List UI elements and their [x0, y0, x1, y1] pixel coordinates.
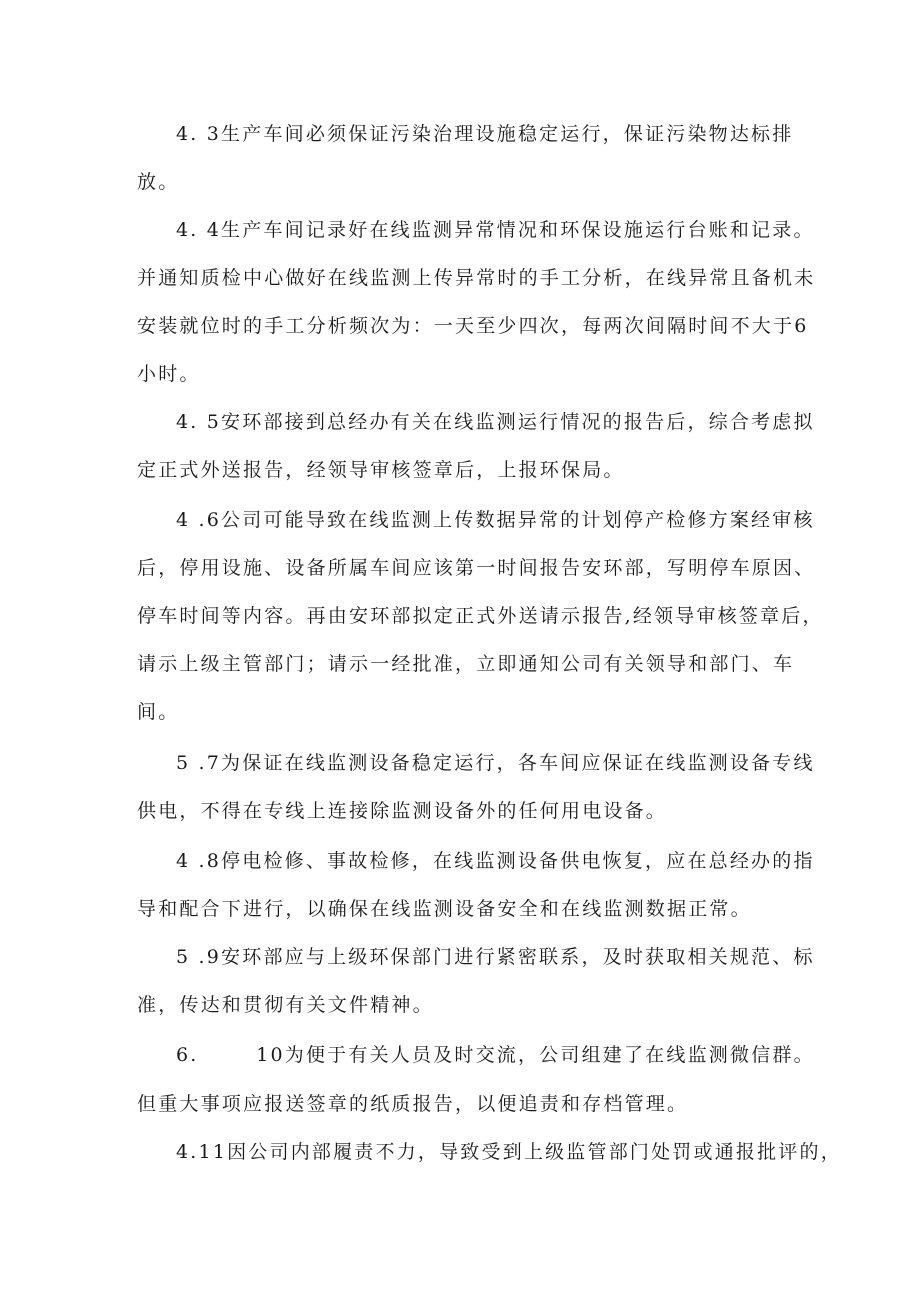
paragraph-line: 后，停用设施、设备所属车间应该第一时间报告安环部，写明停车原因、	[137, 557, 816, 579]
paragraph-line: 间。	[137, 701, 180, 723]
paragraph-line: 定正式外送报告，经领导审核签章后，上报环保局。	[137, 459, 625, 481]
paragraph-line: 导和配合下进行，以确保在线监测设备安全和在线监测数据正常。	[137, 898, 752, 920]
paragraph-line: 4.11因公司内部履责不力，导致受到上级监管部门处罚或通报批评的，	[176, 1141, 842, 1163]
paragraph-line: 4. 5安环部接到总经办有关在线监测运行情况的报告后，综合考虑拟	[176, 411, 815, 433]
paragraph-line: 供电，不得在专线上连接除监测设备外的任何用电设备。	[137, 800, 668, 822]
paragraph-line: 6. 10为便于有关人员及时交流，公司组建了在线监测微信群。	[176, 1044, 815, 1066]
paragraph-line: 5 .7为保证在线监测设备稳定运行，各车间应保证在线监测设备专线	[176, 752, 815, 774]
paragraph-line: 小时。	[137, 363, 201, 385]
paragraph-line: 请示上级主管部门；请示一经批准，立即通知公司有关领导和部门、车	[137, 653, 795, 675]
paragraph-line: 放。	[137, 171, 180, 193]
paragraph-line: 停车时间等内容。再由安环部拟定正式外送请示报告,经领导审核签章后，	[137, 605, 824, 627]
paragraph-line: 并通知质检中心做好在线监测上传异常时的手工分析，在线异常且备机未	[137, 267, 816, 289]
paragraph-line: 4 .6公司可能导致在线监测上传数据异常的计划停产检修方案经审核	[176, 509, 815, 531]
paragraph-line: 准，传达和贯彻有关文件精神。	[137, 994, 434, 1016]
paragraph-line: 但重大事项应报送签章的纸质报告，以便追责和存档管理。	[137, 1093, 689, 1115]
paragraph-line: 5 .9安环部应与上级环保部门进行紧密联系，及时获取相关规范、标	[176, 946, 815, 968]
paragraph-line: 4. 3生产车间必须保证污染治理设施稳定运行，保证污染物达标排	[176, 123, 794, 145]
paragraph-line: 4 .8停电检修、事故检修，在线监测设备供电恢复，应在总经办的指	[176, 850, 815, 872]
paragraph-line: 4. 4生产车间记录好在线监测异常情况和环保设施运行台账和记录。	[176, 219, 815, 241]
paragraph-line: 安装就位时的手工分析频次为：一天至少四次，每两次间隔时间不大于6	[137, 315, 809, 337]
